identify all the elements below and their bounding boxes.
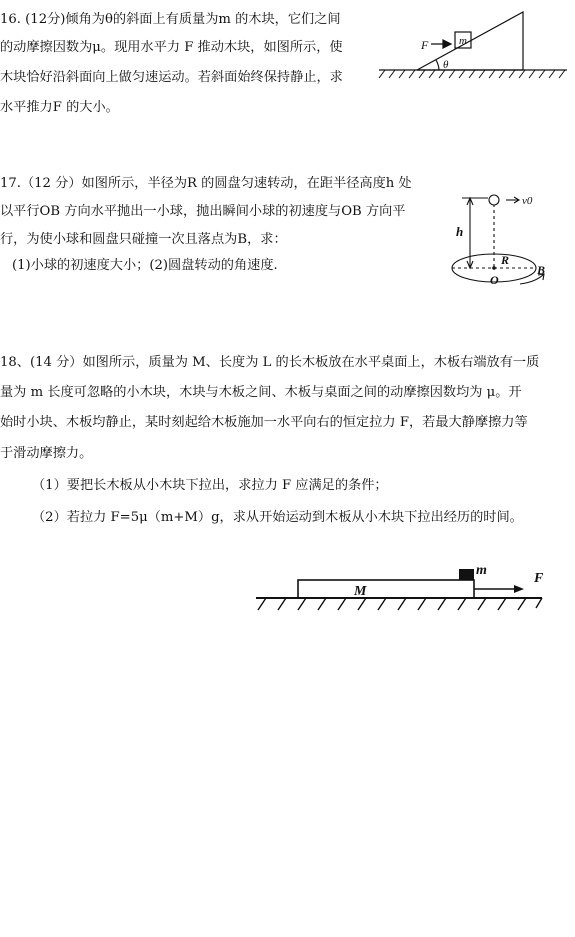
pull-force-label: F <box>534 571 544 586</box>
q18-line-1: 18、(14 分）如图所示，质量为 M、长度为 L 的长木板放在水平桌面上，木板右端放有一质 <box>0 355 540 370</box>
pull-force-arrowhead <box>514 585 524 593</box>
angle-arc <box>436 60 439 70</box>
block-mass-label: m <box>476 563 487 578</box>
board-figure <box>252 560 552 616</box>
incline-wedge <box>417 12 523 70</box>
ball <box>489 195 499 205</box>
q16-line-4: 水平推力F 的大小。 <box>0 100 119 115</box>
q16-line-1: 16. (12分)倾角为θ的斜面上有质量为m 的木块，它们之间 <box>0 12 341 27</box>
height-label: h <box>456 224 464 239</box>
incline-figure <box>375 8 570 82</box>
q17-line-4: (1)小球的初速度大小；(2)圆盘转动的角速度. <box>12 258 278 273</box>
angle-label: θ <box>443 59 449 71</box>
ground-hatching <box>379 70 565 78</box>
radius-label: R <box>501 253 510 267</box>
q16-line-2: 的动摩擦因数为μ。现用水平力 F 推动木块，如图所示，使 <box>0 40 343 55</box>
velocity-label: v0 <box>522 195 533 207</box>
q18-part-2: （2）若拉力 F=5μ（m+M）g，求从开始运动到木板从小木块下拉出经历的时间。 <box>32 510 523 525</box>
q18-part-1: （1）要把长木板从小木块下拉出，求拉力 F 应满足的条件； <box>32 478 388 493</box>
q16-line-3: 木块恰好沿斜面向上做匀速运动。若斜面始终保持静止，求 <box>0 70 343 85</box>
q18-line-3: 始时小块、木板均静止，某时刻起给木板施加一水平向右的恒定拉力 F，若最大静摩擦力等 <box>0 415 528 430</box>
table-hatching <box>258 598 542 610</box>
force-label: F <box>421 38 429 52</box>
center-point <box>492 266 496 270</box>
point-b-label: B <box>537 263 546 277</box>
force-arrowhead <box>443 40 451 48</box>
q17-line-2: 以平行OB 方向水平抛出一小球，抛出瞬间小球的初速度与OB 方向平 <box>0 204 406 219</box>
block-mass-label: m <box>459 35 467 47</box>
q18-line-2: 量为 m 长度可忽略的小木块，木块与木板之间、木板与桌面之间的动摩擦因数均为 μ。开 <box>0 385 522 400</box>
q17-line-3: 行，为使小球和圆盘只碰撞一次且落点为B，求： <box>0 232 287 247</box>
center-label: O <box>490 273 499 287</box>
disk-figure <box>448 188 570 294</box>
q17-line-1: 17.（12 分）如图所示，半径为R 的圆盘匀速转动，在距半径高度h 处 <box>0 176 412 191</box>
small-block <box>459 569 474 580</box>
long-board <box>298 580 474 598</box>
board-mass-label: M <box>354 584 367 599</box>
q18-line-4: 于滑动摩擦力。 <box>0 446 93 461</box>
